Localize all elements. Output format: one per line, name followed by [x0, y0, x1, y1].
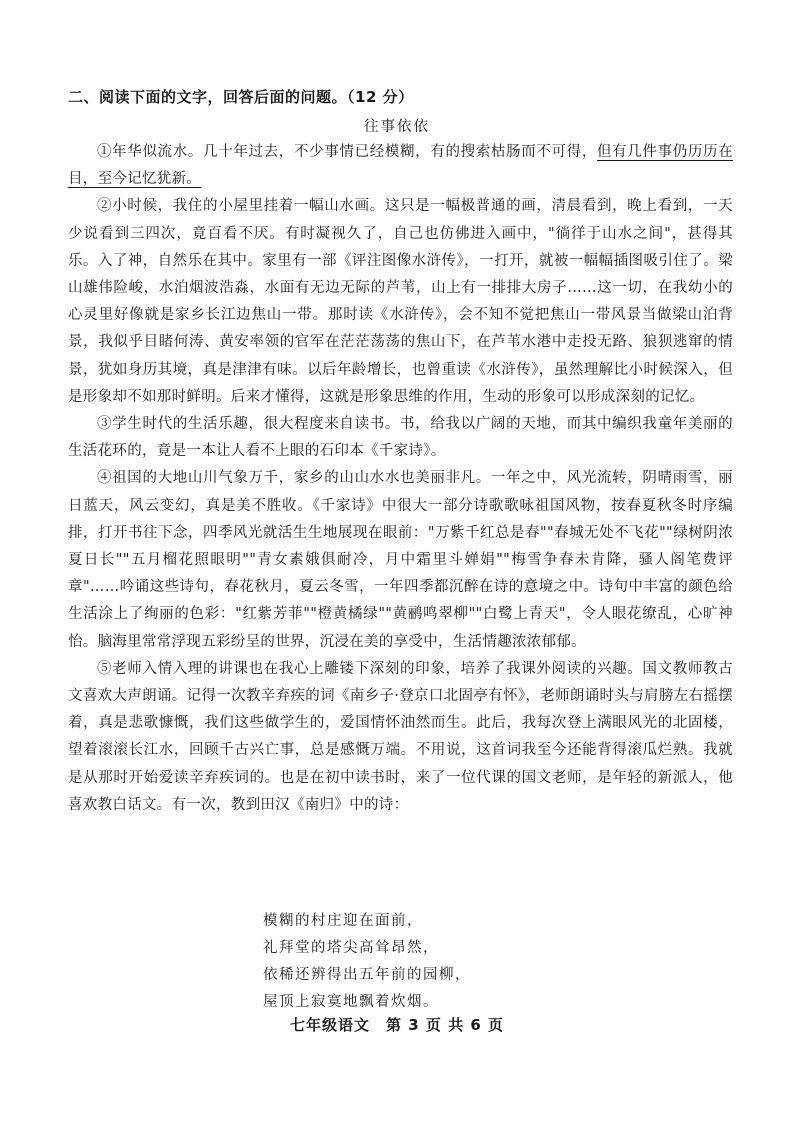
poem-line: 依稀还辨得出五年前的园柳， — [263, 967, 471, 983]
poem-line: 模糊的村庄迎在面前， — [263, 913, 423, 929]
poem-line: 礼拜堂的塔尖高耸昂然， — [263, 940, 439, 956]
paragraph-4: ④祖国的大地山川气象万千，家乡的山山水水也美丽非凡。一年之中，风光流转，阴晴雨雪，丽日蓝天，风云变幻，真是美不胜收。《千家诗》中很大一部分诗歌歌咏祖国风物，按春夏秋冬时序编排，打开书往下念，四季风光就活生生地展现在眼前："万紫千红总是春""春城无处不飞花""绿树阴浓夏日长""五月榴花照眼明""青女素娥俱耐冷，月中霜里斗婵娟""梅雪争春未肯降，骚人阁笔费评章"……吟诵这些诗句，春花秋月，夏云冬雪，一年四季都沉醉在诗的意境之中。诗句中丰富的颜色给生活涂上了绚丽的色彩："红紫芳菲""橙黄橘绿""黄鹂鸣翠柳""白鹭上青天"，令人眼花缭乱，心旷神怡。脑海里常常浮现五彩纷呈的世界，沉浸在美的享受中，生活情趣浓浓郁郁。 — [68, 470, 733, 650]
poem-line: 屋顶上寂寞地飘着炊烟。 — [263, 994, 439, 1010]
page-footer: 七年级语文 第 3 页 共 6 页 — [290, 1016, 504, 1034]
essay-title: 往事依依 — [364, 119, 430, 135]
paragraph-3: ③学生时代的生活乐趣，很大程度来自读书。书，给我以广阔的天地，而其中编织我童年美丽的生活花环的，竟是一本让人看不上眼的石印本《千家诗》。 — [68, 416, 733, 460]
paragraph-1-text: ①年华似流水。几十年过去，不少事情已经模糊，有的搜索枯肠而不可得， — [97, 144, 597, 160]
poem-quote — [263, 908, 471, 1016]
paragraph-5: ⑤老师入情入理的讲课也在我心上雕镂下深刻的印象，培养了我课外阅读的兴趣。国文教师教古文喜欢大声朗诵。记得一次教辛弃疾的词《南乡子·登京口北固亭有怀》，老师朗诵时头与肩膀左右摇摆着，真是悲歌慷慨，我们这些做学生的，爱国情怀油然而生。此后，我每次登上满眼风光的北固楼，望着滚滚长江水，回顾千古兴亡事，总是感慨万端。不用说，这首词我至今还能背得滚瓜烂熟。我就是从那时开始爱读辛弃疾词的。也是在初中读书时，来了一位代课的国文老师，是年轻的新派人，他喜欢教白话文。有一次，教到田汉《南归》中的诗： — [68, 660, 733, 813]
paragraph-2: ②小时候，我住的小屋里挂着一幅山水画。这只是一幅极普通的画，清晨看到，晚上看到，一天少说看到三四次，竟百看不厌。有时凝视久了，自己也仿佛进入画中，"徜徉于山水之间"，甚得其乐。入了神，自然乐在其中。家里有一部《评注图像水浒传》，一打开，就被一幅幅插图吸引住了。梁山雄伟险峻，水泊烟波浩淼，水面有无边无际的芦苇，山上有一排排大房子……这一切，在我幼小的心灵里好像就是家乡长江边焦山一带。那时读《水浒传》，会不知不觉把焦山一带风景当做梁山泊背景，我似乎目睹何涛、黄安率领的官军在茫茫荡荡的焦山下，在芦苇水港中走投无路、狼狈逃窜的情景，犹如身历其境，真是津津有味。以后年龄增长，也曾重读《水浒传》，虽然理解比小时候深入，但是形象却不如那时鲜明。后来才懂得，这就是形象思维的作用，生动的形象可以形成深刻的记忆。 — [68, 198, 733, 405]
essay-body — [68, 139, 733, 819]
paragraph-1 — [68, 139, 733, 193]
section-heading: 二、阅读下面的文字，回答后面的问题。（12 分） — [68, 88, 414, 106]
paragraph-1-underlined-sentence: 但有几件事仍历历在目，至今记忆犹新。 — [68, 144, 733, 188]
